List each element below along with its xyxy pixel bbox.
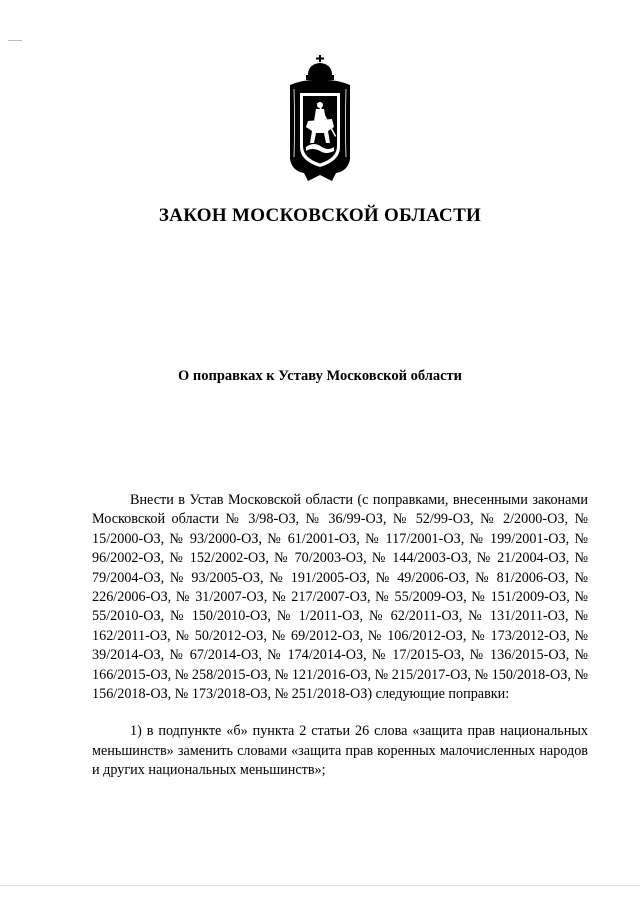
law-title: ЗАКОН МОСКОВСКОЙ ОБЛАСТИ <box>158 205 482 226</box>
scan-artifact-line <box>0 885 640 886</box>
law-subtitle: О поправках к Уставу Московской области <box>177 368 463 384</box>
document-body <box>92 491 588 781</box>
intro-paragraph: Внести в Устав Московской области (с поправками, внесенными законами Московской области № 3/98-ОЗ, № 36/99-ОЗ, № 52/99-ОЗ, № 2/2000-ОЗ, № 15/2000-ОЗ, № 93/2000-ОЗ, № 61/2001-ОЗ, № 117/2001-ОЗ, № 199/2001-ОЗ, № 96/2002-ОЗ, № 152/2002-ОЗ, № 70/2003-ОЗ, № 144/2003-ОЗ, № 21/2004-ОЗ, № 79/2004-ОЗ, № 93/2005-ОЗ, № 191/2005-ОЗ, № 49/2006-ОЗ, № 81/2006-ОЗ, № 226/2006-ОЗ, № 31/2007-ОЗ, № 217/2007-ОЗ, № 55/2009-ОЗ, № 151/2009-ОЗ, № 55/2010-ОЗ, № 150/2010-ОЗ, № 1/2011-ОЗ, № 62/2011-ОЗ, № 131/2011-ОЗ, № 162/2011-ОЗ, № 50/2012-ОЗ, № 69/2012-ОЗ, № 106/2012-ОЗ, № 173/2012-ОЗ, № 39/2014-ОЗ, № 67/2014-ОЗ, № 174/2014-ОЗ, № 17/2015-ОЗ, № 136/2015-ОЗ, № 166/2015-ОЗ, № 258/2015-ОЗ, № 121/2016-ОЗ, № 215/2017-ОЗ, № 150/2018-ОЗ, № 156/2018-ОЗ, № 173/2018-ОЗ, № 251/2018-ОЗ) следующие поправки: <box>92 492 588 703</box>
amendment-item-1: 1) в подпункте «б» пункта 2 статьи 26 слова «защита прав национальных меньшинств» заменить словами «защита прав коренных малочисленных народов и других национальных меньшинств»; <box>92 723 588 779</box>
coat-of-arms-icon <box>284 55 356 183</box>
scan-artifact <box>8 40 22 41</box>
